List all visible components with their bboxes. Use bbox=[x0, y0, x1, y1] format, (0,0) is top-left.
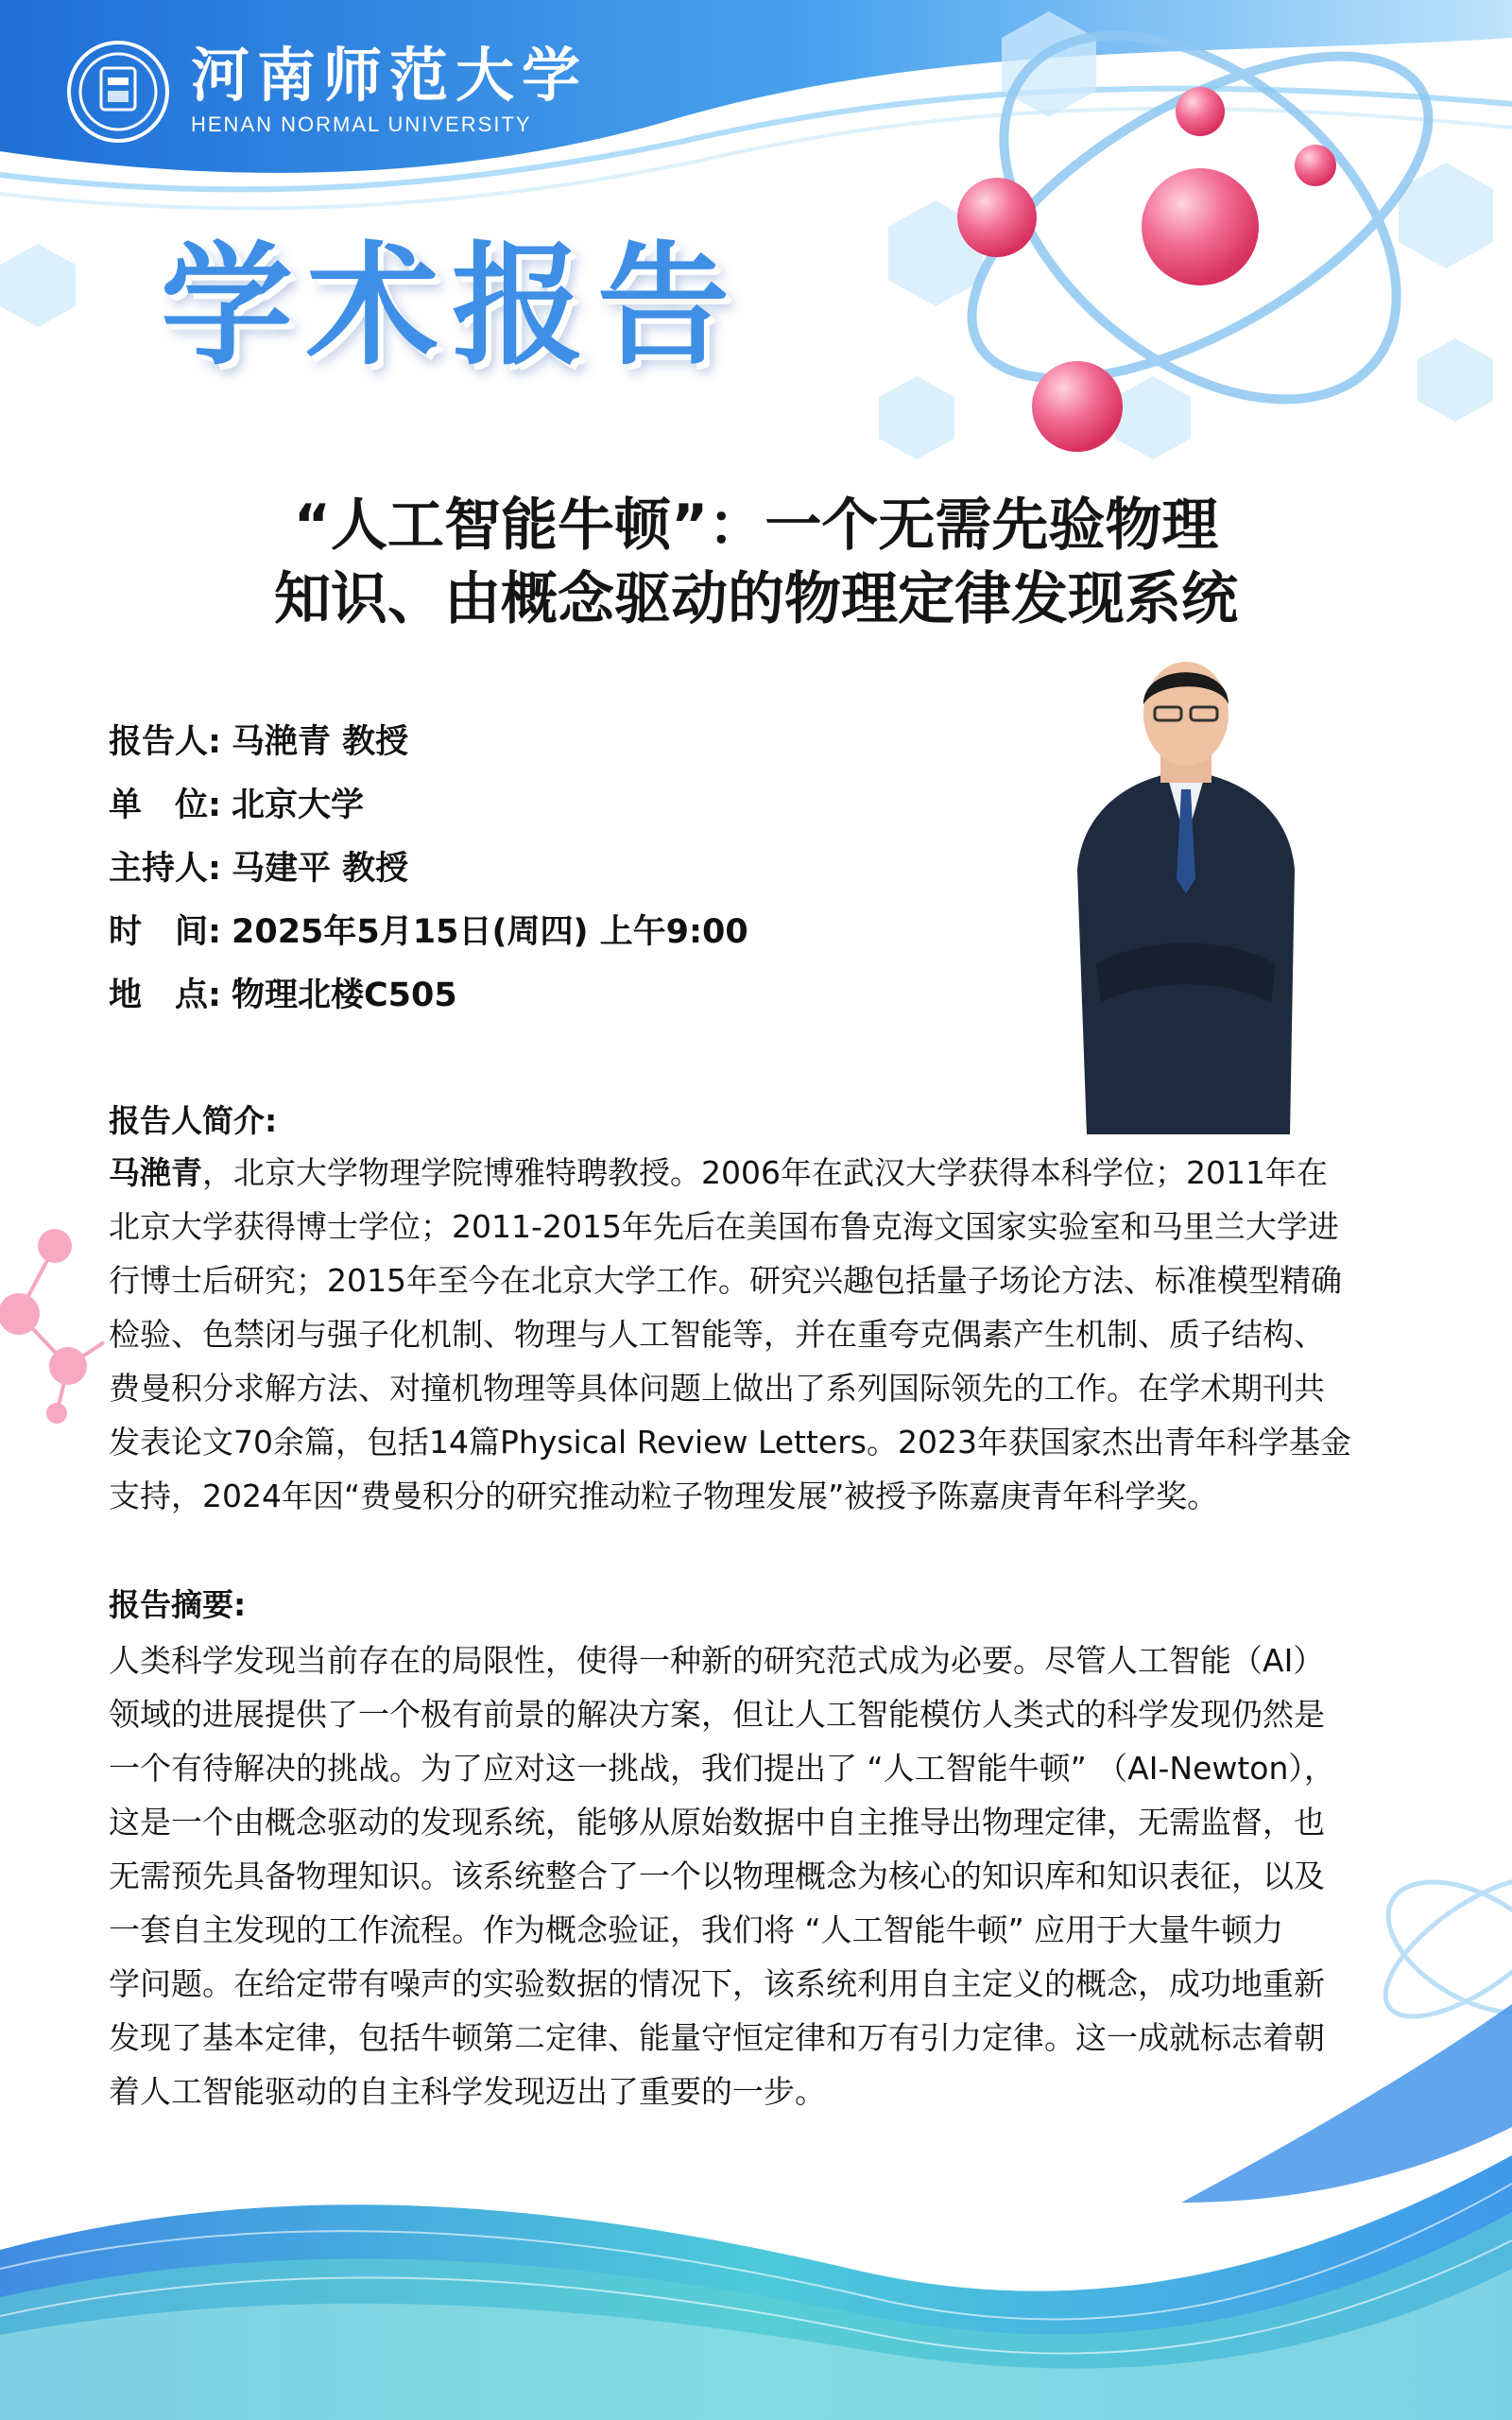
speaker-name: 马滟青 bbox=[109, 1154, 202, 1191]
bio-heading: 报告人简介: bbox=[109, 1102, 278, 1139]
detail-host bbox=[109, 850, 409, 888]
detail-speaker bbox=[109, 723, 409, 761]
abstract-line: 学问题。在给定带有噪声的实验数据的情况下，该系统利用自主定义的概念，成功地重新 bbox=[109, 1965, 1325, 2002]
bio-line: 行博士后研究；2015年至今在北京大学工作。研究兴趣包括量子场论方法、标准模型精确 bbox=[109, 1262, 1342, 1299]
detail-value: 2025年5月15日(周四) 上午9:00 bbox=[232, 913, 748, 951]
detail-value: 马滟青 教授 bbox=[232, 723, 409, 761]
university-header bbox=[66, 40, 588, 144]
detail-affiliation bbox=[109, 786, 365, 824]
speaker-photo bbox=[1068, 652, 1304, 1134]
detail-value: 马建平 教授 bbox=[232, 850, 409, 888]
abstract-line: 这是一个由概念驱动的发现系统，能够从原始数据中自主推导出物理定律，无需监督，也 bbox=[109, 1804, 1325, 1841]
abstract-line: 发现了基本定律，包括牛顿第二定律、能量守恒定律和万有引力定律。这一成就标志着朝 bbox=[109, 2019, 1325, 2056]
bio-line: 发表论文70余篇，包括14篇Physical Review Letters。2023年获国家杰出青年科学基金 bbox=[109, 1424, 1351, 1461]
detail-label: 报告人: bbox=[109, 723, 221, 761]
talk-title-line2: 知识、由概念驱动的物理定律发现系统 bbox=[274, 566, 1238, 632]
bio-line: 检验、色禁闭与强子化机制、物理与人工智能等，并在重夸克偶素产生机制、质子结构、 bbox=[109, 1316, 1325, 1353]
detail-label: 主持人: bbox=[109, 850, 221, 888]
abstract-line: 着人工智能驱动的自主科学发现迈出了重要的一步。 bbox=[109, 2073, 826, 2110]
bio-line: 马滟青，北京大学物理学院博雅特聘教授。2006年在武汉大学获得本科学位；2011年在 bbox=[109, 1154, 1328, 1191]
university-seal-icon bbox=[66, 40, 170, 144]
event-type-title: 学术报告 bbox=[161, 230, 744, 384]
bio-line: 北京大学获得博士学位；2011-2015年先后在美国布鲁克海文国家实验室和马里兰大学进 bbox=[109, 1208, 1339, 1245]
abstract-line: 一个有待解决的挑战。为了应对这一挑战，我们提出了 “人工智能牛顿” （AI-Newton）， bbox=[109, 1750, 1335, 1787]
talk-title-line1: “人工智能牛顿”：一个无需先验物理 bbox=[293, 493, 1219, 559]
detail-label: 地 点: bbox=[109, 977, 221, 1014]
abstract-heading: 报告摘要: bbox=[109, 1586, 247, 1623]
detail-location bbox=[109, 979, 457, 1012]
university-name-en: HENAN NORMAL UNIVERSITY bbox=[191, 112, 532, 136]
bio-text bbox=[109, 1146, 1413, 1523]
bio-line: 费曼积分求解方法、对撞机物理等具体问题上做出了系列国际领先的工作。在学术期刊共 bbox=[109, 1370, 1325, 1407]
detail-value: 物理北楼C505 bbox=[232, 977, 457, 1014]
abstract-text bbox=[109, 1634, 1413, 2118]
abstract-line: 无需预先具备物理知识。该系统整合了一个以物理概念为核心的知识库和知识表征，以及 bbox=[109, 1858, 1325, 1894]
detail-time bbox=[109, 913, 748, 951]
university-name-cn: 河南师范大学 bbox=[191, 41, 589, 110]
detail-label: 时 间: bbox=[109, 913, 221, 951]
abstract-line: 一套自主发现的工作流程。作为概念验证，我们将 “人工智能牛顿” 应用于大量牛顿力 bbox=[109, 1911, 1284, 1948]
abstract-line: 人类科学发现当前存在的局限性，使得一种新的研究范式成为必要。尽管人工智能（AI） bbox=[109, 1642, 1325, 1679]
bio-line: 支持，2024年因“费曼积分的研究推动粒子物理发展”被授予陈嘉庚青年科学奖。 bbox=[109, 1478, 1219, 1514]
abstract-line: 领域的进展提供了一个极有前景的解决方案，但让人工智能模仿人类式的科学发现仍然是 bbox=[109, 1696, 1325, 1733]
detail-value: 北京大学 bbox=[232, 786, 365, 824]
detail-label: 单 位: bbox=[109, 786, 221, 824]
